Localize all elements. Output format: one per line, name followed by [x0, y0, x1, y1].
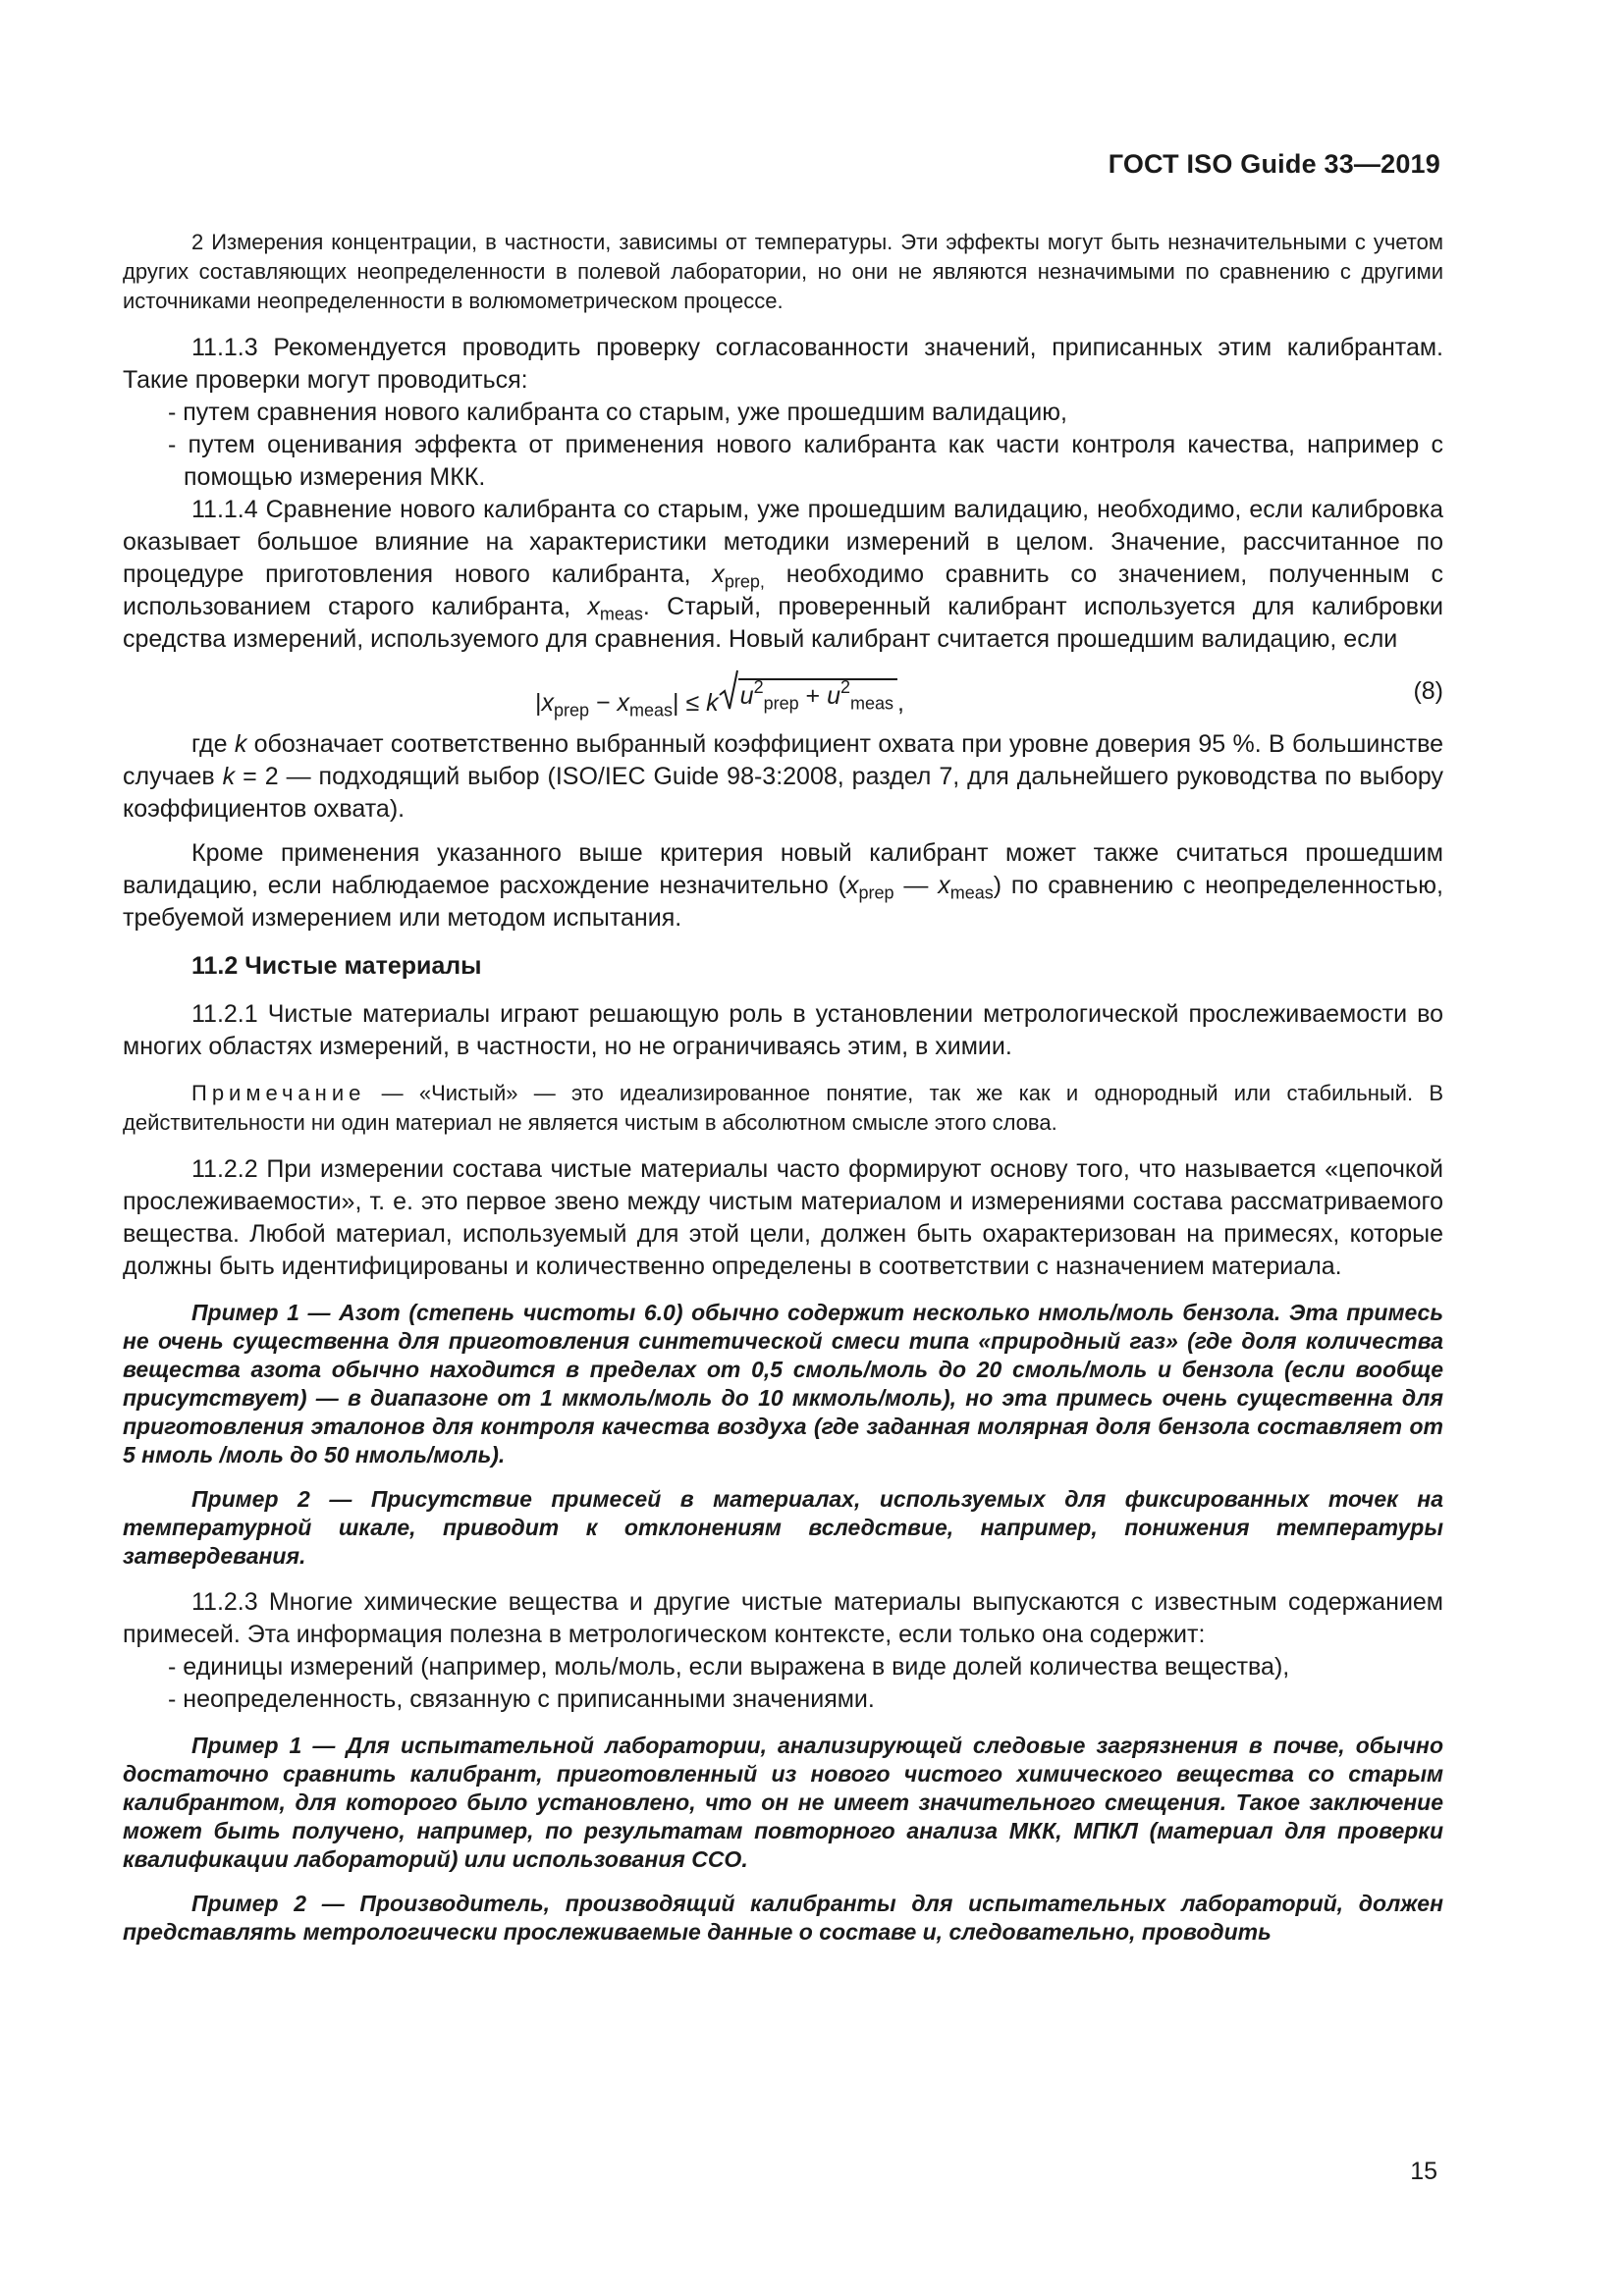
list-item: - путем сравнения нового калибранта со старым, уже прошедшим валидацию,	[168, 399, 1067, 426]
paragraph-11-1-3: 11.1.3 Рекомендуется проводить проверку согласованности значений, приписанных этим калибрантам. Такие проверки могут проводиться:	[123, 334, 1443, 394]
section-heading: 11.2 Чистые материалы	[191, 952, 482, 980]
paragraph-besides: Кроме применения указанного выше критерия новый калибрант может также считаться прошедшим валидацию, если наблюдаемое расхождение незначительно ($x_{prep}$ — $x_{meas}$) по сравнению с неопределенностью, требуемой измерением или методом испытания.	[123, 839, 1443, 932]
equation-number: (8)	[1413, 677, 1443, 705]
list-item: - путем оценивания эффекта от применения нового калибранта как части контроля качества, например с помощью измерения МКК.	[168, 431, 1443, 491]
page-number: 15	[1410, 2158, 1437, 2185]
square-root: $u^2_{prep} + u^2_{meas}$	[719, 669, 897, 711]
note-paragraph: Примечание — «Чистый» — это идеализированное понятие, так же как и однородный или стабильный. В действительности ни один материал не является чистым в абсолютном смысле этого слова.	[123, 1081, 1443, 1135]
example-paragraph: Пример 1 — Азот (степень чистоты 6.0) обычно содержит несколько нмоль/моль бензола. Эта примесь не очень существенна для приготовления синтетической смеси типа «природный газ» (где доля количества вещества азота обычно находится в пределах от 0,5 смоль/моль до 20 смоль/моль и бензола (если вообще присутствует) — в диапазоне от 1 мкмоль/моль до 10 мкмоль/моль), но эта примесь очень существенна для приготовления эталонов для контроля качества воздуха (где заданная молярная доля бензола составляет от 5 нмоль /моль до 50 нмоль/моль).	[123, 1300, 1443, 1468]
example-paragraph: Пример 2 — Производитель, производящий калибранты для испытательных лабораторий, должен представлять метрологически прослеживаемые данные о составе и, следовательно, проводить	[123, 1891, 1443, 1945]
square-root-icon	[719, 669, 738, 711]
paragraph-11-2-2: 11.2.2 При измерении состава чистые материалы часто формируют основу того, что называется «цепочкой прослеживаемости», т. е. это первое звено между чистым материалом и измерениями состава рассматриваемого вещества. Любой материал, используемый для этой цели, должен быть охарактеризован на примесях, которые должны быть идентифицированы и количественно определены в соответствии с назначением материала.	[123, 1155, 1443, 1280]
example-paragraph: Пример 1 — Для испытательной лаборатории, анализирующей следовые загрязнения в почве, обычно достаточно сравнить калибрант, приготовленный из нового чистого химического вещества со старым калибрантом, для которого было установлено, что он не имеет значительного смещения. Такое заключение может быть получено, например, по результатам повторного анализа МКК, МПКЛ (материал для проверки квалификации лабораторий) или использования ССО.	[123, 1733, 1443, 1872]
page-header: ГОСТ ISO Guide 33—2019	[1108, 149, 1440, 179]
page-content	[123, 228, 1443, 1947]
list-item: - единицы измерений (например, моль/моль, если выражена в виде долей количества вещества),	[168, 1653, 1290, 1681]
paragraph-11-2-1: 11.2.1 Чистые материалы играют решающую роль в установлении метрологической прослеживаемости во многих областях измерений, в частности, но не ограничиваясь этим, в химии.	[123, 1000, 1443, 1060]
paragraph-11-2-3: 11.2.3 Многие химические вещества и другие чистые материалы выпускаются с известным содержанием примесей. Эта информация полезна в метрологическом контексте, если только она содержит:	[123, 1588, 1443, 1648]
formula: $|x_{prep} - x_{meas}| \le k$ $u^2_{prep} + u^2_{meas}$ ,	[535, 669, 904, 718]
example-paragraph: Пример 2 — Присутствие примесей в материалах, используемых для фиксированных точек на температурной шкале, приводит к отклонениям вследствие, например, понижения температуры затвердевания.	[123, 1486, 1443, 1569]
list-item: - неопределенность, связанную с приписанными значениями.	[168, 1685, 875, 1713]
formula-row	[123, 656, 1443, 728]
note-paragraph: 2 Измерения концентрации, в частности, зависимы от температуры. Эти эффекты могут быть незначительными с учетом других составляющих неопределенности в полевой лаборатории, но они не являются незначимыми по сравнению с другими источниками неопределенности в волюмометрическом процессе.	[123, 230, 1443, 313]
paragraph-11-1-4: 11.1.4 Сравнение нового калибранта со старым, уже прошедшим валидацию, необходимо, если калибровка оказывает большое влияние на характеристики методики измерений в целом. Значение, рассчитанное по процедуре приготовления нового калибранта, $x_{prep,}$ необходимо сравнить со значением, полученным с использованием старого калибранта, $x_{meas}$. Старый, проверенный калибрант используется для калибровки средства измерений, используемого для сравнения. Новый калибрант считается прошедшим валидацию, если	[123, 496, 1443, 653]
paragraph-after-formula: где k обозначает соответственно выбранный коэффициент охвата при уровне доверия 95 %. В большинстве случаев k = 2 — подходящий выбор (ISO/IEC Guide 98-3:2008, раздел 7, для дальнейшего руководства по выбору коэффициентов охвата).	[123, 730, 1443, 823]
